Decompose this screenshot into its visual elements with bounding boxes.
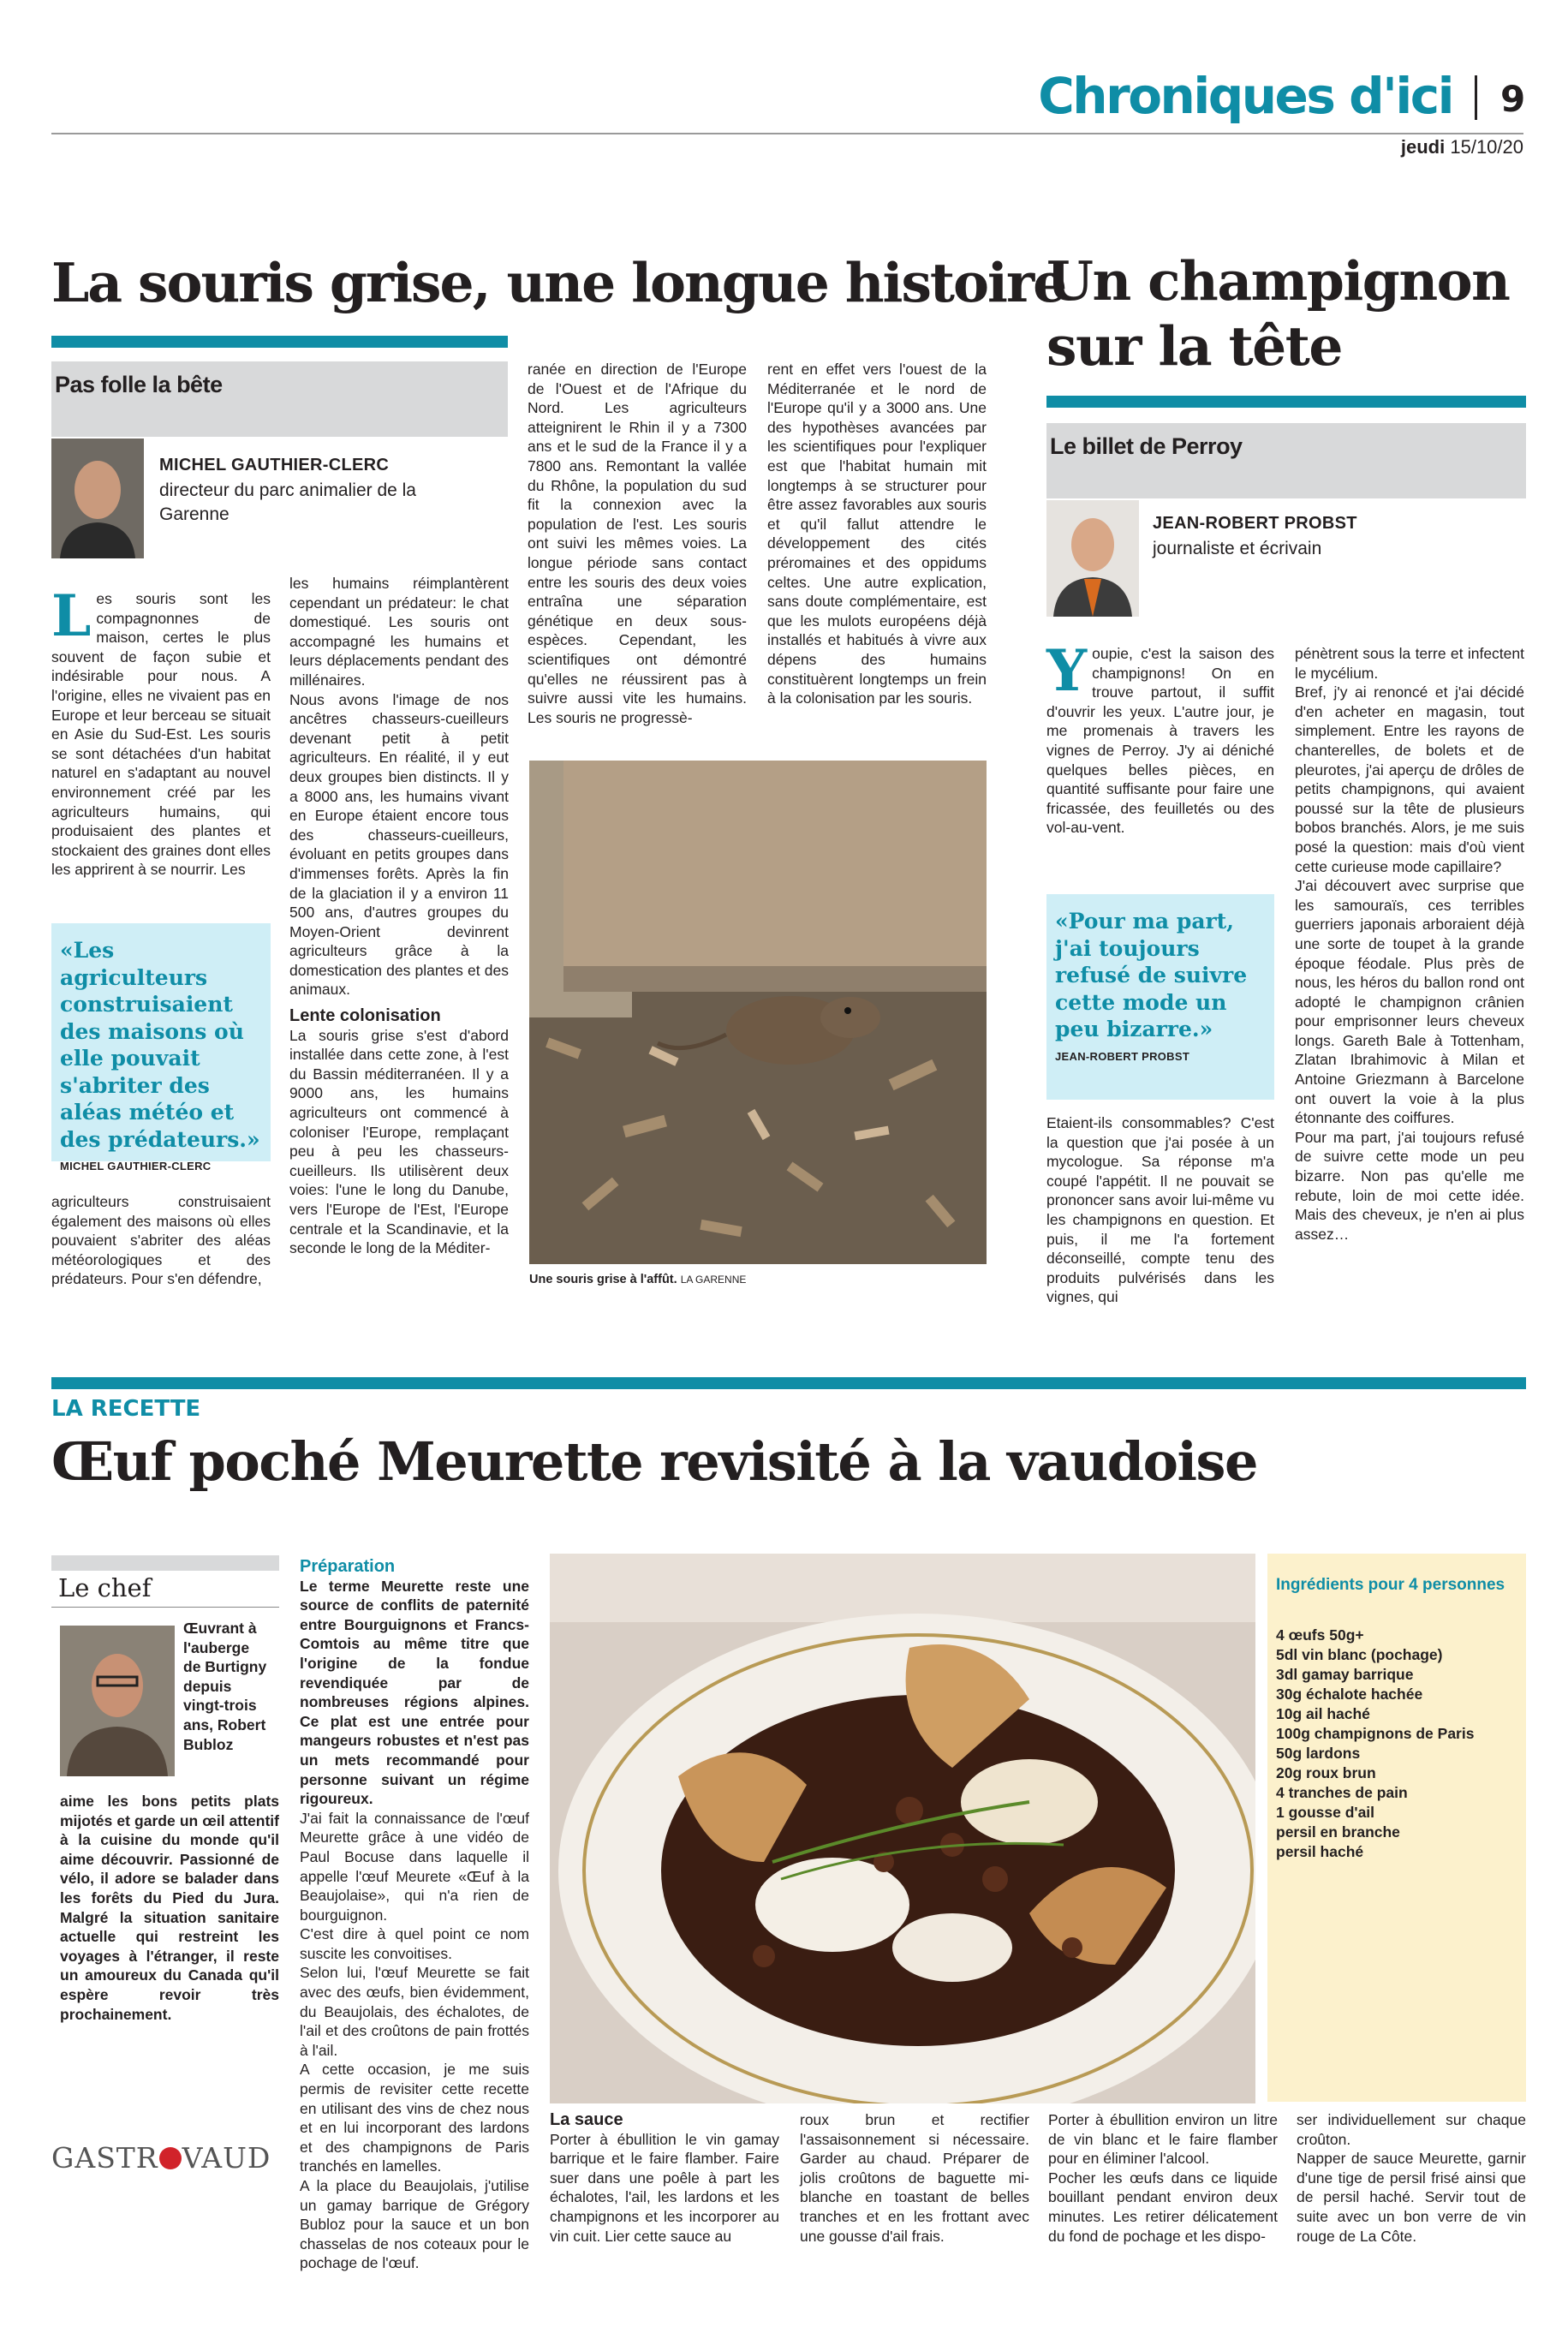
mushroom-col-2: [1295, 644, 1524, 1244]
ingredient-item: 20g roux brun: [1276, 1764, 1376, 1781]
header-divider: [1475, 75, 1477, 120]
logo-left-text: GASTR: [51, 2141, 158, 2175]
issue-date-value: 15/10/20: [1450, 136, 1523, 158]
preparation-p3: Selon lui, l'œuf Meurette se fait avec des œufs, bien évidemment, du Beaujolais, des échalotes, de l'ail et des croûtons de pain frottés à l'ail.: [300, 1964, 529, 2059]
mouse-col2-p2: Nous avons l'image de nos ancêtres chasseurs-cueilleurs devenant petit à petit agriculteurs. En réalité, il y eut deux groupes bien distincts. Il y a 8000 ans, les humains vivant en Europe étaient encore tous des chasseurs-cueilleurs, évoluant en petits groupes dans d'immenses forêts. Après la fin de la glaciation il y a environ 11 500 ans, d'autres groupes du Moyen-Orient devinrent agriculteurs grâce à la domestication des plantes et des animaux.: [289, 690, 509, 999]
mouse-article-title: La souris grise, une longue histoire: [51, 251, 1066, 314]
mouse-author-photo: [51, 439, 144, 558]
mushroom-col2-p3: J'ai découvert avec surprise que les samouraïs, ces terribles guerriers japonais arboraient déjà une sorte de toupet à la grande époque féodale. Plus près de nous, les héros du ballon rond ont adopté le champignon crânien pour emprisonner leurs cheveux longs. Gareth Bale à Tottenham, Zlatan Ibrahimovic à Milan et Antoine Griezmann à Barcelone ont ouvert la voie à la plus étonnante des coiffures.: [1295, 877, 1524, 1127]
mushroom-dropcap: Y: [1046, 637, 1088, 704]
ingredient-item: 50g lardons: [1276, 1745, 1361, 1762]
logo-right-text: VAUD: [182, 2141, 271, 2175]
mushroom-intro-text: oupie, c'est la saison des champignons! On en trouve partout, il suffit d'ouvrir les yeux. L'autre jour, je me promenais à travers les vignes de Perroy. J'y ai déniché quelques belles pièces, en quantité suffisante pour faire une fricassée, des feuilletés ou des vol-au-vent.: [1046, 645, 1274, 837]
mouse-caption-text: Une souris grise à l'affût.: [529, 1273, 677, 1286]
mouse-col-4: rent en effet vers l'ouest de la Méditerranée et le nord de l'Europe qu'il y a 3000 ans. Une des hypothèses avancées par les scientifiques pour l'expliquer est que l'habitat humain mit longtemps à se structurer pour être assez favorables aux souris et qu'il fallut attendre le développement des cités préromaines et des oppidums celtes. Une autre explication, sans doute complémentaire, est que les mulots européens déjà installés et habitués à vivre aux dépens des humains constituèrent longtemps un frein à la colonisation par les souris.: [767, 361, 987, 707]
sauce-col4-p1: ser individuellement sur chaque croûton.: [1297, 2111, 1526, 2148]
mushroom-author-photo: [1046, 500, 1139, 617]
mouse-col-2: [289, 574, 509, 1258]
mushroom-pull-quote: [1046, 894, 1274, 1100]
recipe-title: Œuf poché Meurette revisité à la vaudoise: [51, 1430, 1257, 1493]
ingredient-item: 100g champignons de Paris: [1276, 1725, 1475, 1742]
mushroom-rubric: Le billet de Perroy: [1046, 423, 1526, 498]
mouse-subhead: Lente colonisation: [289, 1006, 441, 1026]
chef-bio: aime les bons petits plats mijotés et garde un œil attentif à la cuisine du monde qu'il aime découvrir. Passionné de vélo, il adore se balader dans les forêts du Pied du Jura. Malgré la situation sanitaire actuelle qui restreint les voyages à l'étranger, il reste un amoureux du Canada qu'il espère revoir très prochainement.: [60, 1793, 279, 2023]
section-title: Chroniques d'ici: [1038, 67, 1452, 125]
mouse-intro-text: es souris sont les compagnonnes de maison, certes le plus souvent de façon subie et indésirable pour nous. A l'origine, elles ne vivaient pas en Europe et leur berceau se situait en Asie du Sud-Est. Les souris se sont détachées d'un habitat naturel en s'adaptant au nouvel environnement créé par les agriculteurs humains, qui produisaient des plantes et stockaient des graines dont elles les apprirent à se nourrir. Les: [51, 590, 271, 879]
mouse-caption-credit: LA GARENNE: [680, 1274, 747, 1286]
mushroom-title-bar: [1046, 396, 1526, 408]
recipe-top-bar: [51, 1377, 1526, 1389]
chef-photo: [60, 1626, 175, 1776]
mouse-col2-p3: La souris grise s'est d'abord installée dans cette zone, à l'est du Bassin méditerranéen. Il y a 9000 ans, les humains agriculteurs ont commencé à coloniser l'Europe, remplaçant peu à peu les chasseurs-cueilleurs. Ils utilisèrent deux voies: l'une le long du Danube, vers l'Europe de l'Est, l'Europe centrale et la Scandinavie, et la seconde le long de la Méditer-: [289, 1026, 509, 1257]
mushroom-author-role: journaliste et écrivain: [1153, 539, 1322, 558]
chef-intro: Œuvrant à l'auberge de Burtigny depuis vingt-trois ans, Robert Bubloz: [183, 1620, 267, 1753]
issue-day: jeudi: [1400, 136, 1446, 158]
mushroom-title-line2: sur la tête: [1046, 314, 1342, 378]
sauce-title: La sauce: [550, 2110, 623, 2129]
mouse-rubric: Pas folle la bête: [51, 361, 508, 437]
issue-date: [1401, 135, 1523, 159]
page-number: 9: [1500, 78, 1526, 120]
preparation-column: [300, 1557, 529, 2273]
sauce-col-1: [550, 2110, 779, 2246]
mushroom-title-line1: Un champignon: [1046, 249, 1510, 313]
ingredient-item: 10g ail haché: [1276, 1705, 1370, 1722]
mouse-pull-quote: [51, 923, 271, 1172]
mushroom-author-name: JEAN-ROBERT PROBST: [1153, 514, 1357, 533]
preparation-title: Préparation: [300, 1557, 396, 1576]
sauce-col4-p2: Napper de sauce Meurette, garnir d'une tige de persil frisé ainsi que de persil haché. Servir tout de suite avec un bon verre de vin rouge de La Côte.: [1297, 2150, 1526, 2245]
sauce-col-2: roux brun et rectifier l'assaisonnement si nécessaire. Garder au chaud. Préparer de jolis croûtons de baguette mi-blanche en toastant de belles tranches et en les frottant avec une gousse d'ail frais.: [800, 2111, 1029, 2245]
mouse-quote-author: MICHEL GAUTHIER-CLERC: [60, 1160, 212, 1172]
chef-rubric-bar: [51, 1555, 279, 1571]
mushroom-quote-author: JEAN-ROBERT PROBST: [1055, 1049, 1190, 1063]
mushroom-col-1-end: Etaient-ils consommables? C'est la question que j'ai posée à un mycologue. Sa réponse m'a coupé l'appétit. Il ne pouvait se prononcer sans avoir lui-même vu les champignons en question. Et puis, il me l'a fortement déconseillé, compte tenu des produits pulvérisés dans les vignes, qui: [1046, 1114, 1274, 1306]
mouse-col2-p1: les humains réimplantèrent cependant un prédateur: le chat domestiqué. Les souris ont accompagné les humains et leurs déplacements pendant des millénaires.: [289, 575, 509, 689]
ingredient-item: 5dl vin blanc (pochage): [1276, 1646, 1443, 1663]
header-rule: [51, 133, 1523, 134]
mouse-author-name: MICHEL GAUTHIER-CLERC: [159, 456, 390, 474]
mouse-col-1: [51, 582, 271, 880]
chef-rubric: Le chef: [58, 1573, 152, 1602]
mushroom-author-block: [1153, 514, 1495, 561]
preparation-p4: A cette occasion, je me suis permis de revisiter cette recette en utilisant des vins de chez nous et en lui incorporant des lardons et des champignons de Paris tranchés en lamelles.: [300, 2061, 529, 2175]
mouse-col-1-end: agriculteurs construisaient également des maisons où elles pouvaient s'abriter des aléas météorologiques et des prédateurs. Pour s'en défendre,: [51, 1193, 271, 1288]
logo-emblem-icon: [159, 2147, 182, 2169]
ingredient-item: 1 gousse d'ail: [1276, 1804, 1375, 1821]
sauce-col3-p2: Pocher les œufs dans ce liquide bouillant pendant environ deux minutes. Les retirer délicatement du fond de pochage et les dispo-: [1048, 2169, 1278, 2245]
preparation-p2: C'est dire à quel point ce nom suscite les convoitises.: [300, 1925, 529, 1962]
ingredients-title: Ingrédients pour 4 personnes: [1276, 1576, 1505, 1594]
ingredient-item: persil en branche: [1276, 1823, 1400, 1841]
recipe-kicker: LA RECETTE: [51, 1396, 201, 1422]
sauce-col3-p1: Porter à ébullition environ un litre de vin blanc et le faire flamber pour en éliminer l'alcool.: [1048, 2111, 1278, 2168]
ingredients-list: [1276, 1626, 1520, 1862]
ingredient-item: 3dl gamay barrique: [1276, 1666, 1414, 1683]
mouse-quote-text: «Les agriculteurs construisaient des maisons où elle pouvait s'abriter des aléas météo et des prédateurs.»: [60, 938, 260, 1152]
mouse-author-role: directeur du parc animalier de la Garenne: [159, 480, 416, 524]
dish-photo: [550, 1554, 1255, 2103]
sauce-col-3: [1048, 2110, 1278, 2246]
mouse-author-block: [159, 456, 468, 527]
ingredient-item: 4 tranches de pain: [1276, 1784, 1408, 1801]
mouse-photo: [529, 761, 987, 1264]
mushroom-col2-p1: pénètrent sous la terre et infectent le mycélium.: [1295, 645, 1524, 682]
preparation-p1: J'ai fait la connaissance de l'œuf Meurette grâce à une vidéo de Paul Bocuse dans laquelle il appelle l'œuf Meurete «Œuf à la Beaujolaise», qui n'a rien de bourguignon.: [300, 1809, 529, 1924]
mouse-dropcap: L: [51, 582, 92, 649]
preparation-p5: A la place du Beaujolais, j'utilise un gamay barrique de Grégory Bubloz pour la sauce et un bon chasselas de nos coteaux pour le pochage de l'œuf.: [300, 2177, 529, 2272]
mushroom-col2-p4: Pour ma part, j'ai toujours refusé de suivre cette mode un peu bizarre. Non pas qu'elle me rebute, loin de moi cette idée. Mais des cheveux, je n'en ai plus assez…: [1295, 1128, 1524, 1243]
ingredient-item: persil haché: [1276, 1843, 1364, 1860]
sauce-col1-text: Porter à ébullition le vin gamay barrique et le faire flamber. Faire suer dans une poêle à part les échalotes, l'ail, les lardons et les champignons et les incorporer au vin cuit. Lier cette sauce au: [550, 2130, 779, 2245]
preparation-intro: Le terme Meurette reste une source de conflits de paternité entre Bourguignons et Francs-Comtois au même titre que l'origine de la fondue revendiquée par de nombreuses régions alpines. Ce plat est une entrée pour mangeurs robustes et n'est pas un mets recommandé pour personne suivant un régime rigoureux.: [300, 1577, 529, 1808]
sauce-col-4: [1297, 2110, 1526, 2246]
chef-rubric-rule: [51, 1607, 279, 1608]
mushroom-col-1: [1046, 637, 1274, 838]
mouse-photo-caption: [529, 1273, 746, 1286]
mouse-col-3: ranée en direction de l'Europe de l'Ouest et de l'Afrique du Nord. Les agriculteurs atteignirent le Rhin il y a 7300 ans et le sud de la France il y a 7800 ans. Remontant la vallée du Rhône, la population du sud fit la connexion avec la population de l'est. Les souris ont suivi les mêmes voies. La longue période sans contact entre les souris des deux voies entraîna une séparation génétique en deux sous-espèces. Cependant, les scientifiques ont démontré qu'elles ne réussirent pas à suivre aussi vite les humains. Les souris ne progressè-: [528, 361, 747, 726]
mushroom-quote-text: «Pour ma part, j'ai toujours refusé de suivre cette mode un peu bizarre.»: [1055, 909, 1248, 1041]
ingredient-item: 4 œufs 50g+: [1276, 1626, 1364, 1644]
mushroom-article-title: [1046, 248, 1510, 379]
mushroom-col2-p2: Bref, j'y ai renoncé et j'ai décidé d'en acheter en magasin, tout simplement. Entre les rayons de chanterelles, de bolets et de pleurotes, j'ai aperçu de drôles de petits champignons, qui avaient poussé sur la tête de plusieurs bobos branchés. Alors, je me suis posé la question: mais d'où vient cette curieuse mode capillaire?: [1295, 683, 1524, 875]
mouse-title-bar: [51, 336, 508, 348]
ingredient-item: 30g échalote hachée: [1276, 1686, 1423, 1703]
gastrovaud-logo: [51, 2141, 271, 2175]
